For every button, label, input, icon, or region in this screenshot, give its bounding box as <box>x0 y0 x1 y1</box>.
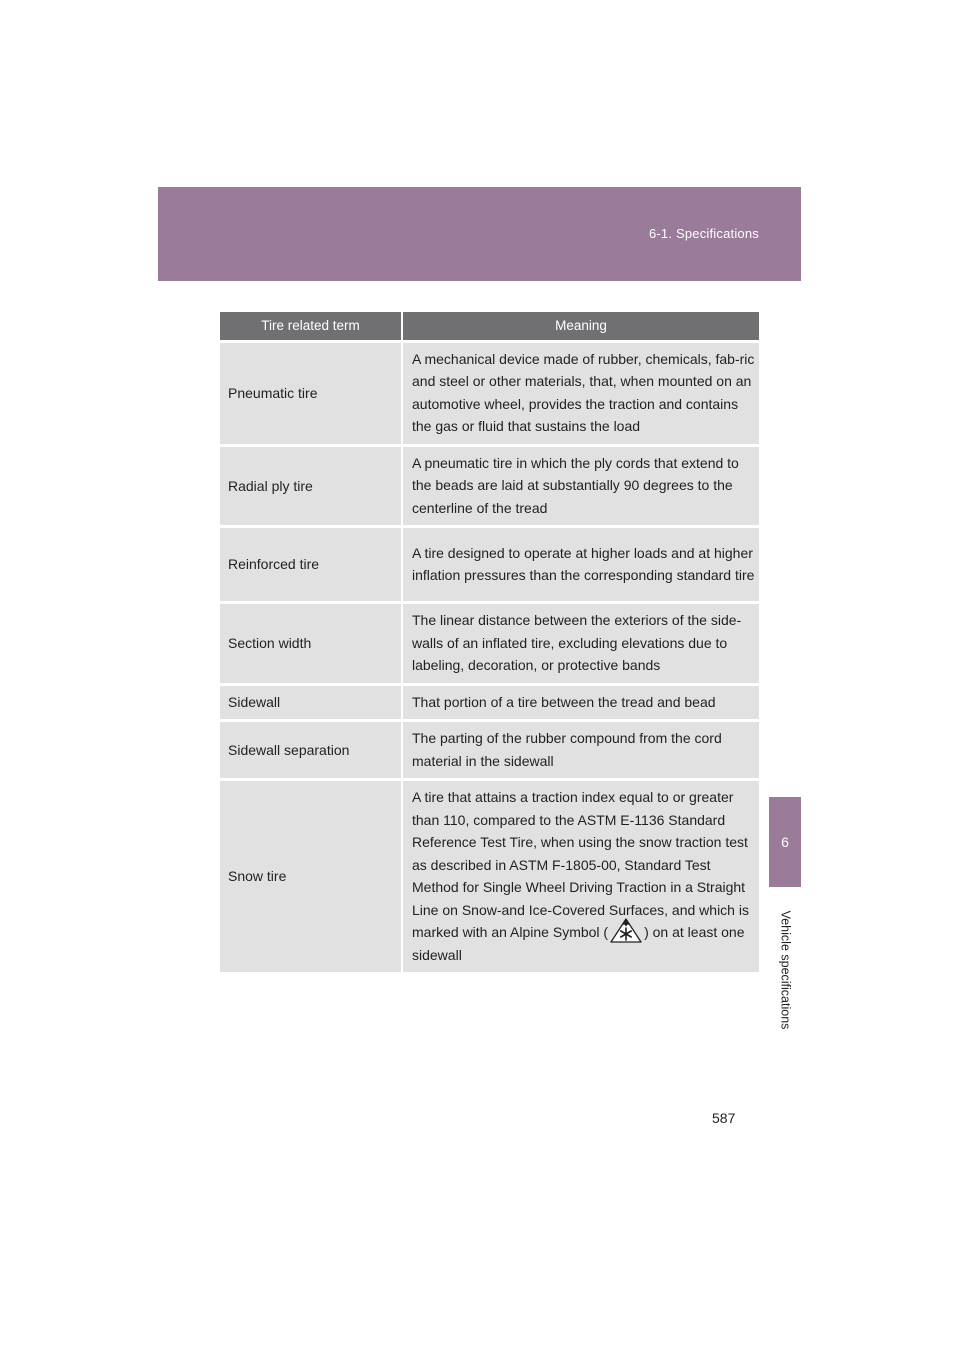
chapter-number: 6 <box>781 834 789 850</box>
chapter-label <box>769 897 801 1042</box>
meaning-cell <box>402 780 759 974</box>
table-row <box>220 721 759 780</box>
chapter-tab <box>769 797 801 887</box>
meaning-text: A tire that attains a traction index equal to or greater than 110, compared to the ASTM E-1136 Standard Reference Test Tire, when using the snow traction test as described in ASTM F-1805-00, Standard Test Method for Single Wheel Driving Traction in a Straight Line on Snow-and Ice-Covered Surfaces, and which is marked with an Alpine Symbol ( <box>412 789 749 940</box>
meaning-cell: The parting of the rubber compound from the cord material in the sidewall <box>402 721 759 780</box>
term-cell: Sidewall separation <box>220 721 402 780</box>
section-title: 6-1. Specifications <box>648 226 759 241</box>
meaning-cell: A pneumatic tire in which the ply cords that extend to the beads are laid at substantially 90 degrees to the centerline of the tread <box>402 445 759 527</box>
alpine-snowflake-mountain-icon <box>609 917 643 943</box>
table-row <box>220 684 759 721</box>
term-cell: Section width <box>220 603 402 685</box>
column-header-meaning: Meaning <box>402 312 759 341</box>
table-row <box>220 527 759 603</box>
meaning-cell: A tire designed to operate at higher loads and at higher inflation pressures than the corresponding standard tire <box>402 527 759 603</box>
page-number: 587 <box>712 1110 736 1126</box>
table-row <box>220 780 759 974</box>
header-band <box>158 187 801 281</box>
meaning-cell: That portion of a tire between the tread and bead <box>402 684 759 721</box>
table-row <box>220 341 759 445</box>
chapter-label-text: Vehicle specifications <box>778 910 793 1029</box>
term-cell: Sidewall <box>220 684 402 721</box>
table-row <box>220 603 759 685</box>
table-header-row <box>220 312 759 341</box>
term-cell: Radial ply tire <box>220 445 402 527</box>
term-cell: Snow tire <box>220 780 402 974</box>
column-header-term: Tire related term <box>220 312 402 341</box>
table-row <box>220 445 759 527</box>
meaning-cell: The linear distance between the exteriors of the side-walls of an inflated tire, excluding elevations due to labeling, decoration, or protective bands <box>402 603 759 685</box>
term-cell: Pneumatic tire <box>220 341 402 445</box>
term-cell: Reinforced tire <box>220 527 402 603</box>
meaning-text-continued: ) on at least one sidewall <box>412 924 745 963</box>
tire-terms-table <box>220 312 759 975</box>
meaning-cell: A mechanical device made of rubber, chemicals, fab-ric and steel or other materials, that, when mounted on an automotive wheel, provides the traction and contains the gas or fluid that sustains the load <box>402 341 759 445</box>
